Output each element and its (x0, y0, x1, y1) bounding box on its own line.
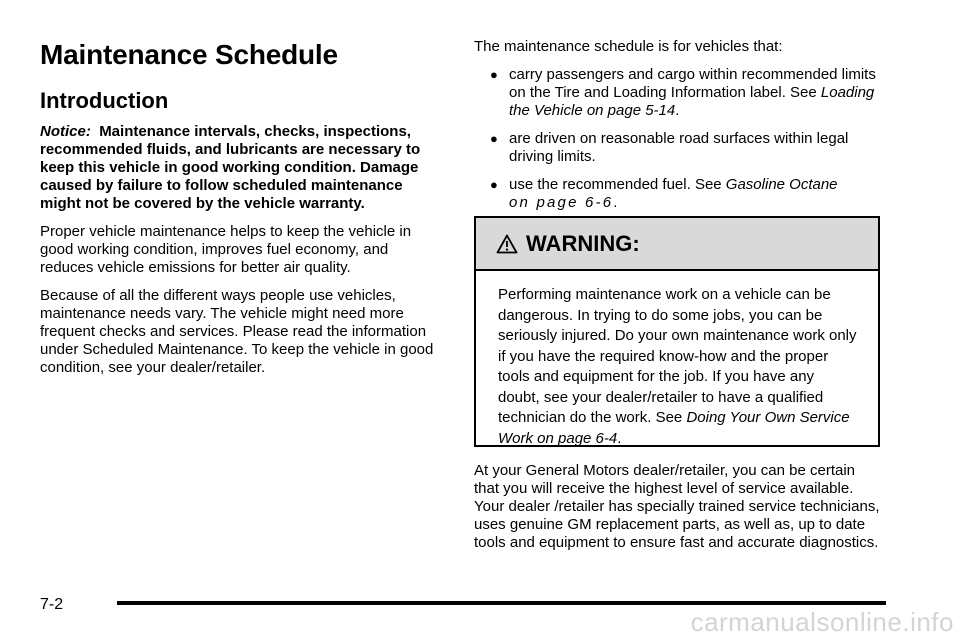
bullet-text: carry passengers and cargo within recommended limits on the Tire and Loading Information label. See (509, 66, 876, 101)
intro-paragraph-1: Proper vehicle maintenance helps to keep the vehicle in good working condition, improves fuel economy, and reduces vehicle emissions for better air quality. (40, 223, 412, 276)
list-item (474, 66, 884, 120)
bullet-end: . (613, 194, 618, 211)
cross-reference-page[interactable]: on page 6-6 (509, 194, 614, 211)
warning-header (476, 218, 878, 271)
right-column (474, 38, 884, 222)
cross-reference-link[interactable]: Loading the Vehicle on page 5-14 (509, 84, 875, 119)
warning-text: Performing maintenance work on a vehicle can be dangerous. In trying to do some jobs, you can be seriously injured. Do your own maintenance work only if you have the required know-how and the proper tools and equipment for the job. If you have any doubt, see your dealer/retailer to have a qualified technician do the work. See (498, 286, 857, 426)
cross-reference-link[interactable]: Gasoline Octane (725, 176, 838, 193)
bullet-text: are driven on reasonable road surfaces within legal driving limits. (509, 130, 849, 165)
bullet-dot-icon: ● (490, 177, 498, 192)
bullet-end: . (675, 102, 680, 119)
dealer-paragraph: At your General Motors dealer/retailer, you can be certain that you will receive the highest level of service available. Your dealer /retailer has specially trained service technicians, uses genuine GM replacement parts, as well as, up to date tools and equipment to ensure fast and accurate diagnostics. (474, 462, 880, 551)
bullet-dot-icon: ● (490, 131, 498, 146)
warning-body (476, 271, 878, 449)
list-item (474, 176, 884, 212)
watermark: carmanualsonline.info (690, 607, 954, 637)
notice-label: Notice: (40, 123, 91, 140)
schedule-conditions-list (474, 66, 884, 212)
warning-triangle-icon (496, 234, 518, 254)
cross-reference-link[interactable]: Doing Your Own Service Work on page 6-4 (498, 409, 850, 447)
bullet-dot-icon: ● (490, 67, 498, 82)
page-title: Maintenance Schedule (40, 39, 338, 70)
section-heading: Introduction (40, 88, 169, 113)
page-number: 7-2 (40, 596, 64, 613)
intro-paragraph-2: Because of all the different ways people use vehicles, maintenance needs vary. The vehicle might need more frequent checks and services. Please read the information under Scheduled Maintenance. To keep the vehicle in good condition, see your dealer/retailer. (40, 287, 434, 376)
notice-text: Maintenance intervals, checks, inspections, recommended fluids, and lubricants are necessary to keep this vehicle in good working condition. Damage caused by failure to follow scheduled maintenance might not be covered by the vehicle warranty. (40, 123, 421, 212)
warning-box (474, 216, 880, 447)
left-column (40, 38, 445, 377)
bullet-text: use the recommended fuel. See (509, 176, 726, 193)
warning-title: WARNING: (526, 230, 640, 256)
list-item (474, 130, 884, 166)
notice-paragraph (40, 123, 445, 213)
schedule-intro: The maintenance schedule is for vehicles that: (474, 38, 783, 55)
footer-rule (117, 601, 886, 605)
warning-end: . (617, 429, 622, 447)
